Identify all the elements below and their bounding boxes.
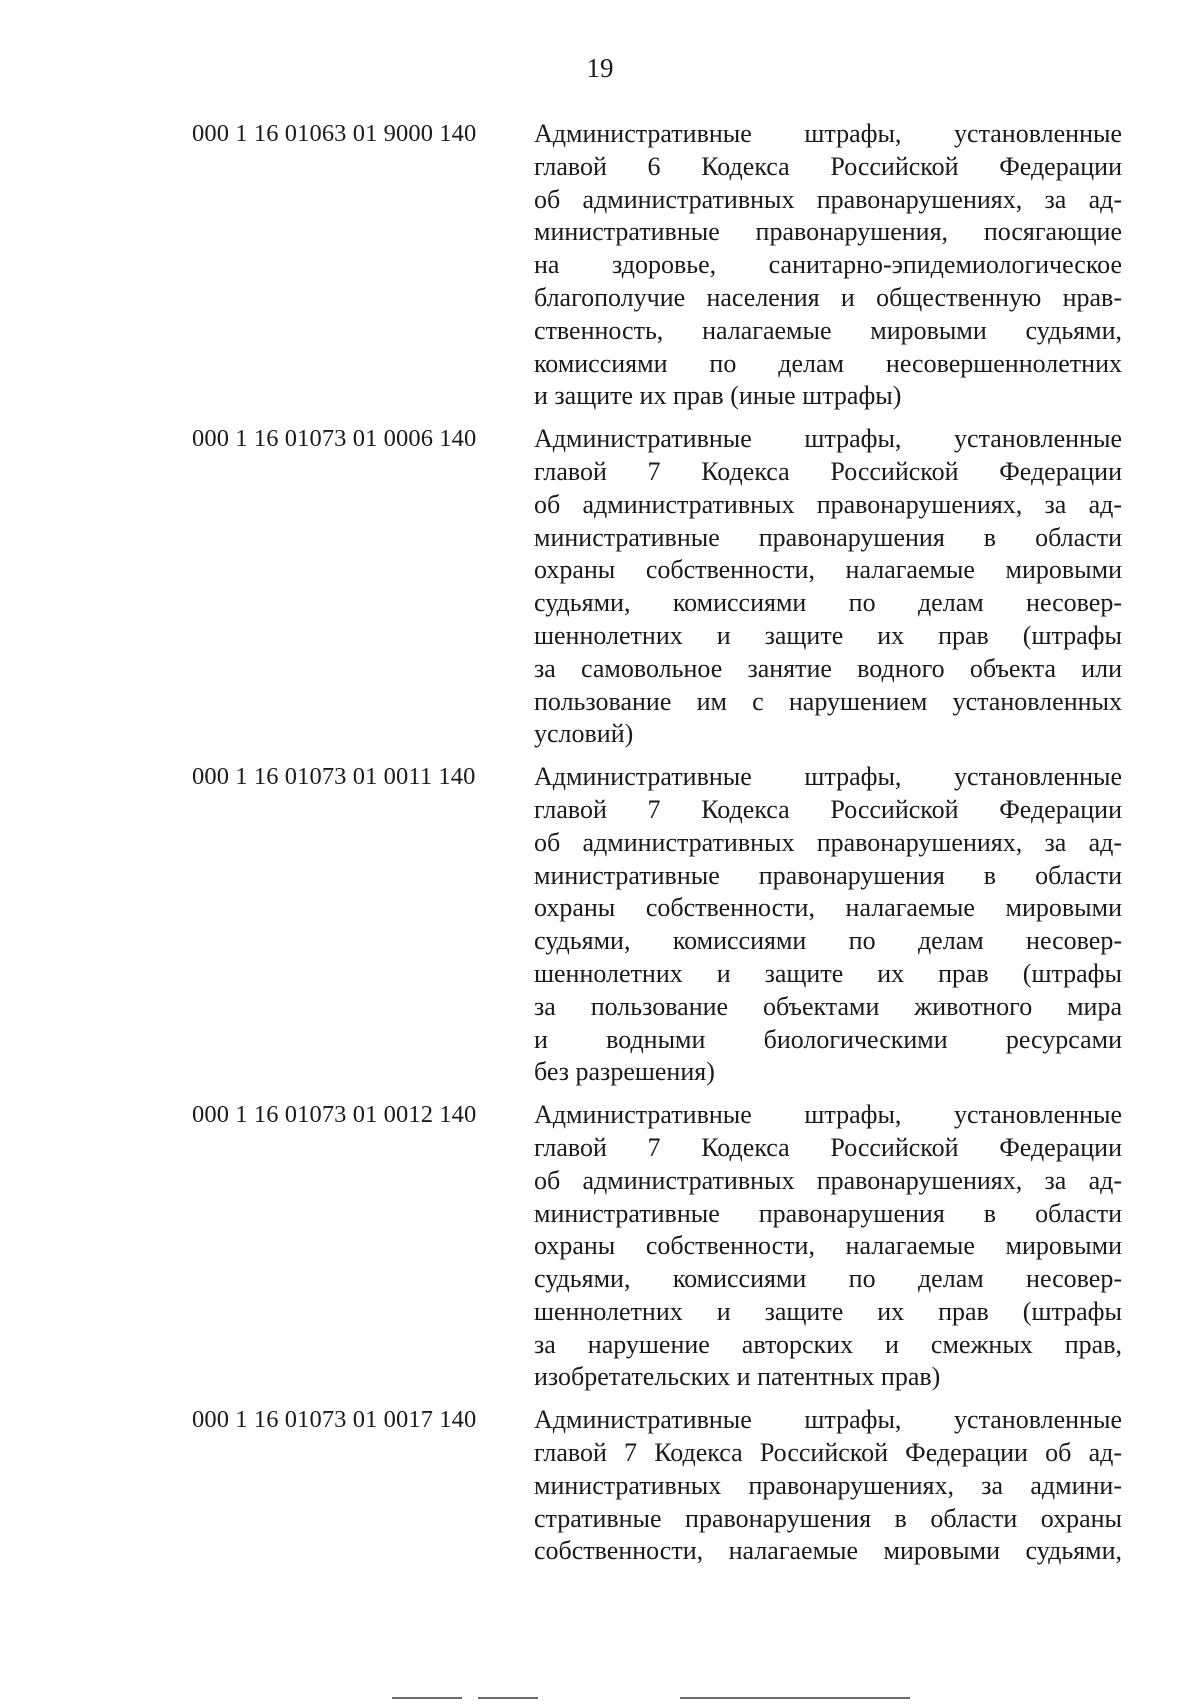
description-line: Административные штрафы, установленные — [534, 424, 1122, 454]
description-line: шеннолетних и защите их прав (штрафы — [534, 958, 1122, 988]
description-line: охраны собственности, налагаемые мировыми — [534, 893, 1122, 923]
description-line: без разрешения) — [534, 1057, 715, 1087]
description-line: Административные штрафы, установленные — [534, 119, 1122, 148]
description-line: министративные правонарушения в области — [534, 860, 1122, 890]
revenue-description — [534, 1099, 1122, 1394]
description-line: главой 7 Кодекса Российской Федерации — [534, 794, 1122, 824]
description-line: благополучие населения и общественную нрав- — [534, 282, 1122, 312]
revenue-description — [534, 761, 1122, 1089]
description-line: судьями, комиссиями по делам несовер- — [534, 926, 1122, 956]
budget-code: 000 1 16 01073 01 0017 140 — [192, 1406, 477, 1434]
description-line: условий) — [534, 719, 634, 749]
description-line: пользование им с нарушением установленных — [534, 686, 1122, 716]
revenue-description — [534, 1404, 1122, 1568]
description-line: Административные штрафы, установленные — [534, 762, 1122, 792]
description-line: за самовольное занятие водного объекта или — [534, 653, 1122, 683]
revenue-description — [534, 118, 1122, 413]
footer-rule-right — [680, 1697, 910, 1699]
revenue-description — [534, 423, 1122, 751]
description-line: изобретательских и патентных прав) — [534, 1362, 941, 1392]
description-line: шеннолетних и защите их прав (штрафы — [534, 620, 1122, 650]
description-line: охраны собственности, налагаемые мировыми — [534, 1231, 1122, 1261]
description-line: шеннолетних и защите их прав (штрафы — [534, 1296, 1122, 1326]
description-line: главой 6 Кодекса Российской Федерации — [534, 151, 1122, 181]
description-line: комиссиями по делам несовершеннолетних — [534, 348, 1122, 378]
description-line: собственности, налагаемые мировыми судьями, — [534, 1536, 1122, 1566]
description-line: об административных правонарушениях, за ад- — [534, 1165, 1122, 1195]
description-line: за нарушение авторских и смежных прав, — [534, 1329, 1122, 1359]
description-line: за пользование объектами животного мира — [534, 991, 1122, 1021]
table-row — [192, 423, 1128, 751]
table-row — [192, 118, 1128, 413]
description-line: Административные штрафы, установленные — [534, 1100, 1122, 1130]
description-line: на здоровье, санитарно-эпидемиологическое — [534, 250, 1122, 280]
budget-code: 000 1 16 01073 01 0011 140 — [192, 763, 476, 791]
description-line: главой 7 Кодекса Российской Федерации об ад- — [534, 1438, 1122, 1468]
description-line: министративные правонарушения, посягающие — [534, 217, 1122, 247]
budget-code-table — [192, 118, 1128, 1578]
description-line: об административных правонарушениях, за ад- — [534, 184, 1122, 214]
description-line: об административных правонарушениях, за ад- — [534, 827, 1122, 857]
budget-code: 000 1 16 01073 01 0006 140 — [192, 425, 477, 453]
description-line: главой 7 Кодекса Российской Федерации — [534, 1132, 1122, 1162]
description-line: охраны собственности, налагаемые мировыми — [534, 555, 1122, 585]
description-line: судьями, комиссиями по делам несовер- — [534, 588, 1122, 618]
footer-rule-center — [478, 1697, 538, 1699]
description-line: судьями, комиссиями по делам несовер- — [534, 1264, 1122, 1294]
page-number: 19 — [586, 53, 614, 83]
table-row — [192, 1404, 1128, 1568]
description-line: стративные правонарушения в области охраны — [534, 1503, 1122, 1533]
budget-code: 000 1 16 01073 01 0012 140 — [192, 1101, 477, 1129]
description-line: ственность, налагаемые мировыми судьями, — [534, 315, 1122, 345]
table-row — [192, 1099, 1128, 1394]
budget-code: 000 1 16 01063 01 9000 140 — [192, 120, 477, 147]
description-line: главой 7 Кодекса Российской Федерации — [534, 456, 1122, 486]
description-line: об административных правонарушениях, за ад- — [534, 489, 1122, 519]
description-line: и защите их прав (иные штрафы) — [534, 381, 902, 411]
table-row — [192, 761, 1128, 1089]
footer-rule-left — [392, 1697, 462, 1699]
description-line: Административные штрафы, установленные — [534, 1405, 1122, 1435]
description-line: министративных правонарушениях, за админи- — [534, 1470, 1122, 1500]
description-line: министративные правонарушения в области — [534, 522, 1122, 552]
description-line: министративные правонарушения в области — [534, 1198, 1122, 1228]
description-line: и водными биологическими ресурсами — [534, 1024, 1122, 1054]
